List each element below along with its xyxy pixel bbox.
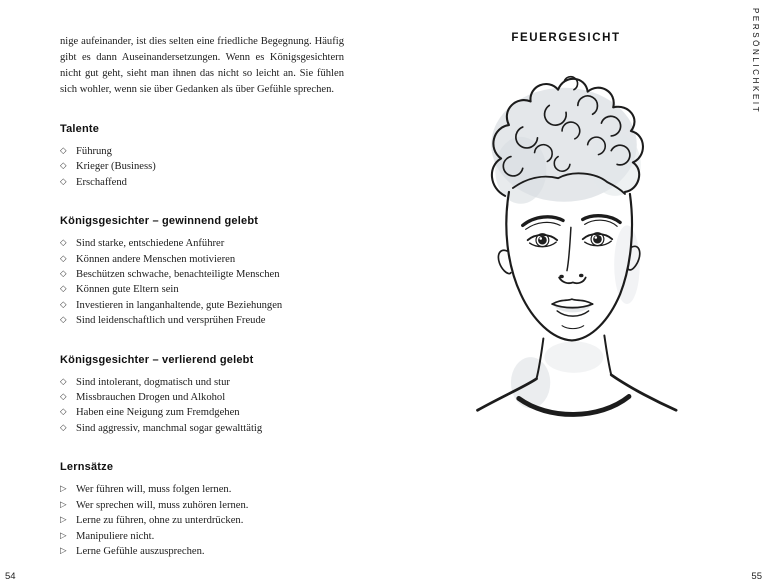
list-item-text: Führung <box>76 146 112 157</box>
list-item <box>60 482 344 497</box>
illustration-wrap <box>400 62 732 439</box>
list-item <box>60 267 344 282</box>
list-item-text: Sind intolerant, dogmatisch und stur <box>76 376 230 388</box>
page-left <box>60 34 344 559</box>
section <box>60 123 344 190</box>
page-number-left: 54 <box>5 571 16 582</box>
triangle-bullet-icon: ▷ <box>60 483 67 494</box>
list-item <box>60 252 344 267</box>
right-eye-highlight <box>595 236 598 239</box>
nose-tip <box>559 278 586 284</box>
section <box>60 461 344 559</box>
chapter-title: FEUERGESICHT <box>511 32 621 44</box>
throat-shading <box>544 341 603 372</box>
list-item-text: Lerne zu führen, ohne zu unterdrücken. <box>76 515 244 527</box>
page-right <box>400 32 732 439</box>
list-item-text: Können andere Menschen motivieren <box>76 253 236 265</box>
list-item-text: Manipuliere nicht. <box>76 530 155 542</box>
list-item <box>60 175 344 190</box>
section-heading: Lernsätze <box>60 461 114 474</box>
section-heading: Talente <box>60 123 100 135</box>
list-item <box>60 282 344 297</box>
list-item-text: Erschaffend <box>76 176 127 188</box>
sections-container <box>60 123 344 559</box>
list-item <box>60 375 344 390</box>
chapter-margin-label: PERSÖNLICHKEIT <box>751 8 760 115</box>
list-item-text: Missbrauchen Drogen und Alkohol <box>76 392 226 404</box>
list-item <box>60 144 344 159</box>
list-item-text: Können gute Eltern sein <box>76 284 179 296</box>
triangle-bullet-icon: ▷ <box>60 544 67 555</box>
list-item-text: Sind leidenschaftlich und versprühen Freude <box>76 315 266 327</box>
face-sketch-illustration <box>448 62 684 434</box>
list-item <box>60 390 344 405</box>
left-eyebrow-sketchline <box>526 222 560 229</box>
diamond-bullet-icon: ◇ <box>60 268 67 279</box>
list-item <box>60 529 344 544</box>
list-item-text: Lerne Gefühle auszusprechen. <box>76 545 205 557</box>
list-item-text: Krieger (Business) <box>76 161 156 173</box>
left-eye-highlight <box>539 237 542 240</box>
left-nostril <box>559 275 564 279</box>
diamond-bullet-icon: ◇ <box>60 298 67 309</box>
list-item <box>60 498 344 513</box>
diamond-bullet-icon: ◇ <box>60 406 67 417</box>
section-heading: Königsgesichter – verlierend gelebt <box>60 353 254 366</box>
list-item <box>60 298 344 313</box>
chin-crease <box>562 326 584 329</box>
page-number-right: 55 <box>751 571 762 582</box>
list-item <box>60 421 344 436</box>
face-outline <box>506 192 632 340</box>
nose-bridge <box>567 227 571 270</box>
right-pupil <box>593 235 602 244</box>
section-heading: Königsgesichter – gewinnend gelebt <box>60 215 259 228</box>
list-item-text: Beschützen schwache, benachteiligte Menschen <box>76 269 280 281</box>
list-item-text: Wer führen will, muss folgen lernen. <box>76 484 232 496</box>
right-eyebrow <box>583 216 620 223</box>
diamond-bullet-icon: ◇ <box>60 237 67 248</box>
triangle-bullet-icon: ▷ <box>60 514 67 525</box>
section <box>60 354 344 437</box>
right-eyebrow-sketchline <box>585 220 617 226</box>
list-item <box>60 236 344 251</box>
triangle-bullet-icon: ▷ <box>60 529 67 540</box>
section-list <box>60 375 344 437</box>
list-item <box>60 513 344 528</box>
section-list <box>60 482 344 559</box>
intro-paragraph: nige aufeinander, ist dies selten eine friedliche Begegnung. Häufig gibt es dann Auseinandersetzungen. Wenn es Königsgesichtern nicht gut geht, sieht man ihnen das nicht so leicht an. Sie fühlen sich wohler, wenn sie über Gedanken als über Gefühle sprechen. <box>60 36 344 95</box>
diamond-bullet-icon: ◇ <box>60 283 67 294</box>
left-pupil <box>538 236 547 245</box>
neck-right <box>604 336 611 375</box>
diamond-bullet-icon: ◇ <box>60 175 67 186</box>
diamond-bullet-icon: ◇ <box>60 314 67 325</box>
diamond-bullet-icon: ◇ <box>60 421 67 432</box>
list-item <box>60 159 344 174</box>
triangle-bullet-icon: ▷ <box>60 498 67 509</box>
diamond-bullet-icon: ◇ <box>60 252 67 263</box>
list-item <box>60 313 344 328</box>
diamond-bullet-icon: ◇ <box>60 160 67 171</box>
diamond-bullet-icon: ◇ <box>60 145 67 155</box>
list-item <box>60 405 344 420</box>
list-item-text: Sind starke, entschiedene Anführer <box>76 238 225 250</box>
right-nostril <box>579 274 584 278</box>
section-list <box>60 144 344 190</box>
list-item <box>60 544 344 559</box>
upper-lip <box>552 299 592 304</box>
list-item-text: Investieren in langanhaltende, gute Beziehungen <box>76 299 283 311</box>
shoulder-right <box>611 375 676 410</box>
section-list <box>60 236 344 328</box>
list-item-text: Sind aggressiv, manchmal sogar gewalttätig <box>76 422 263 434</box>
diamond-bullet-icon: ◇ <box>60 375 67 386</box>
diamond-bullet-icon: ◇ <box>60 391 67 402</box>
section <box>60 215 344 328</box>
list-item-text: Haben eine Neigung zum Fremdgehen <box>76 407 240 419</box>
list-item-text: Wer sprechen will, muss zuhören lernen. <box>76 499 249 511</box>
